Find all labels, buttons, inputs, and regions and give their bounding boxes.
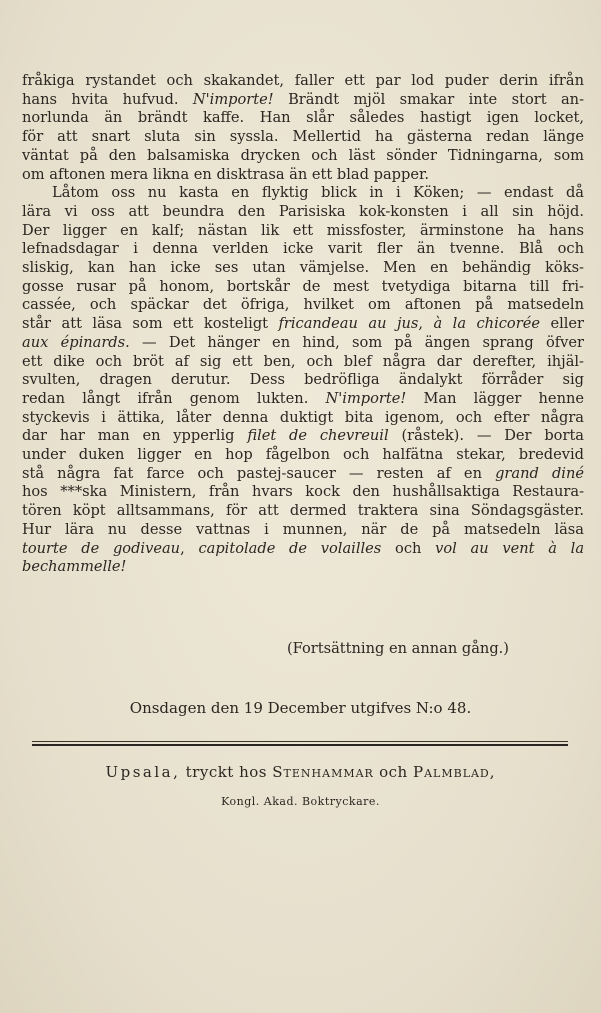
text-run: Brändt mjöl smakar inte stort an-	[288, 90, 585, 108]
text-run: eller	[550, 315, 585, 333]
text-line: väntat på den balsamiska drycken och läst sönder Tidningarna, som	[22, 146, 584, 164]
text-run: Man lägger henne	[423, 389, 584, 407]
text-line: hos ***ska Ministern, från hvars kock den hushållsaktiga Restaura-	[22, 483, 584, 501]
paragraph-1	[22, 72, 584, 184]
text-line: lära vi oss att beundra den Parisiska kok-konsten i all sin höjd.	[22, 202, 584, 220]
divider-rule-thin	[32, 741, 568, 742]
text-line	[22, 315, 584, 334]
printer-name: Stenhammar	[272, 763, 374, 781]
italic-phrase: fricandeau au jus	[278, 315, 419, 333]
printer-name: Palmblad,	[413, 763, 496, 781]
text-run: och	[395, 539, 422, 557]
italic-phrase: à la chicorée	[433, 315, 540, 333]
text-line: bechammelle!	[22, 558, 127, 576]
text-line: fråkiga rystandet och skakandet, faller ett par lod puder derin ifrån	[22, 72, 584, 89]
text-line: cassée, och späckar det öfriga, hvilket om aftonen på matsedeln	[22, 296, 584, 314]
text-run: ,	[418, 315, 424, 333]
text-line: Der ligger en kalf; nästan lik ett missfoster, ärminstone ha hans	[22, 221, 584, 239]
text-line: om aftonen mera likna en disktrasa än ett blad papper.	[22, 165, 429, 183]
italic-phrase: capitolade de volailles	[198, 539, 382, 557]
text-line: under duken ligger en hop fågelbon och halfätna stekar, bredevid	[22, 446, 584, 464]
imprint-city: Upsala,	[105, 763, 181, 781]
printer-title: Kongl. Akad. Boktryckare.	[221, 795, 380, 808]
text-run: — Det hänger en hind, som på ängen sprang öfver	[142, 333, 584, 351]
text-line	[22, 465, 584, 484]
text-run: ,	[180, 539, 185, 557]
text-line	[22, 390, 584, 409]
text-line: gosse rusar på honom, bortskår de mest tvetydiga bitarna till fri-	[22, 277, 584, 295]
text-run: stå några fat farce och pastej-saucer — resten af en	[22, 464, 482, 482]
italic-phrase: tourte de godiveau	[22, 539, 181, 557]
text-line	[22, 91, 584, 110]
imprint-line	[0, 763, 601, 781]
text-line: ett dike och bröt af sig ett ben, och blef några dar derefter, ihjäl-	[22, 352, 584, 370]
text-line: norlunda än brändt kaffe. Han slår således hastigt igen locket,	[22, 109, 584, 127]
text-line: Hur lära nu desse vattnas i munnen, när de på matsedeln läsa	[22, 520, 584, 538]
text-line: Låtom oss nu kasta en flyktig blick in i Köken; — endast då	[52, 184, 584, 202]
text-run: hans hvita hufvud.	[22, 90, 179, 108]
text-line: för att snart sluta sin syssla. Mellertid ha gästerna redan länge	[22, 128, 584, 146]
continuation-note: (Fortsättning en annan gång.)	[286, 640, 509, 657]
paragraph-2	[22, 184, 584, 577]
italic-phrase: N'importe!	[325, 389, 407, 407]
italic-phrase: vol au vent à la	[435, 539, 585, 557]
imprint-text: och	[379, 763, 408, 781]
divider-rule-thick	[32, 744, 568, 746]
text-run: står att läsa som ett kosteligt	[22, 315, 269, 333]
text-line	[22, 334, 584, 353]
text-line: sliskig, kan han icke ses utan vämjelse. Men en behändig köks-	[22, 259, 584, 277]
article-body	[22, 72, 584, 577]
italic-phrase: aux épinards.	[22, 333, 130, 351]
text-run: redan långt ifrån genom lukten.	[22, 389, 309, 407]
text-run: (råstek). — Der borta	[401, 427, 585, 445]
text-line	[22, 427, 584, 446]
italic-phrase: grand diné	[495, 464, 584, 482]
text-line: styckevis i ättika, låter denna duktigt bita igenom, och efter några	[22, 408, 584, 426]
text-line	[22, 540, 584, 559]
text-run: dar har man en ypperlig	[22, 427, 235, 445]
italic-phrase: filet de chevreuil	[247, 427, 389, 445]
text-line: tören köpt alltsammans, för att dermed traktera sina Söndagsgäster.	[22, 502, 584, 520]
imprint-text: tryckt hos	[185, 763, 267, 781]
italic-phrase: N'importe!	[192, 90, 274, 108]
text-line: svulten, dragen derutur. Dess bedröfliga ändalykt förråder sig	[22, 371, 584, 389]
next-issue-notice: Onsdagen den 19 December utgifves N:o 48.	[129, 699, 472, 717]
text-line: lefnadsdagar i denna verlden icke varit fler än tvenne. Blå och	[22, 240, 584, 258]
